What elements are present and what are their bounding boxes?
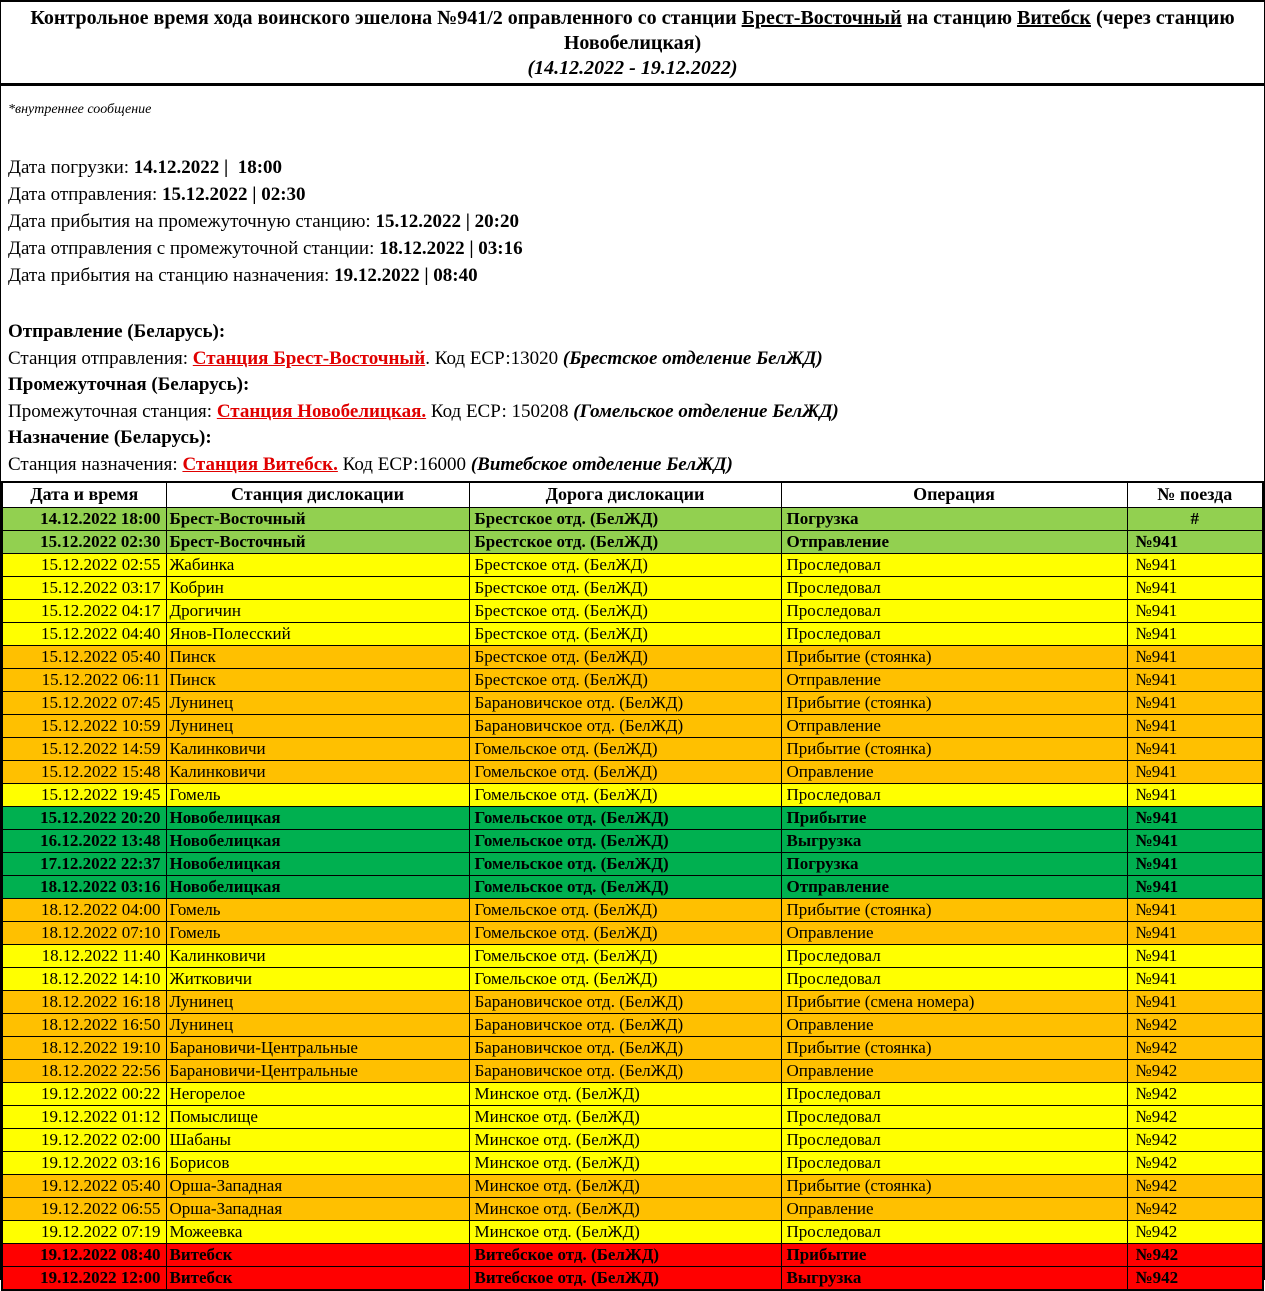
- cell-operation: Проследовал: [781, 944, 1127, 967]
- key-dates-list: [8, 154, 1264, 289]
- header-datetime: Дата и время: [2, 482, 166, 507]
- cell-train-number: №941: [1127, 875, 1263, 898]
- cell-road: Барановичское отд. (БелЖД): [469, 1013, 781, 1036]
- cell-road: Брестское отд. (БелЖД): [469, 553, 781, 576]
- cell-train-number: №941: [1127, 553, 1263, 576]
- station-division: (Брестское отделение БелЖД): [562, 347, 823, 369]
- cell-station: Гомель: [166, 921, 469, 944]
- cell-road: Витебское отд. (БелЖД): [469, 1266, 781, 1290]
- cell-train-number: №941: [1127, 967, 1263, 990]
- cell-station: Новобелицкая: [166, 829, 469, 852]
- destination-section-heading: Назначение (Беларусь):: [8, 427, 212, 448]
- cell-station: Брест-Восточный: [166, 530, 469, 553]
- table-row: [2, 1105, 1263, 1128]
- cell-train-number: №942: [1127, 1151, 1263, 1174]
- table-row: [2, 1151, 1263, 1174]
- table-row: [2, 921, 1263, 944]
- table-row: [2, 668, 1263, 691]
- cell-train-number: №942: [1127, 1059, 1263, 1082]
- cell-datetime: 19.12.2022 02:00: [2, 1128, 166, 1151]
- cell-datetime: 16.12.2022 13:48: [2, 829, 166, 852]
- cell-operation: Выгрузка: [781, 1266, 1127, 1290]
- cell-operation: Оправление: [781, 1197, 1127, 1220]
- cell-operation: Прибытие (стоянка): [781, 898, 1127, 921]
- cell-road: Барановичское отд. (БелЖД): [469, 1059, 781, 1082]
- cell-station: Можеевка: [166, 1220, 469, 1243]
- cell-road: Барановичское отд. (БелЖД): [469, 714, 781, 737]
- cell-station: Житковичи: [166, 967, 469, 990]
- station-code: Код ЕСР:13020: [434, 347, 563, 369]
- cell-station: Дрогичин: [166, 599, 469, 622]
- cell-datetime: 19.12.2022 12:00: [2, 1266, 166, 1290]
- date-value: 15.12.2022 | 02:30: [162, 184, 306, 205]
- station-division: (Гомельское отделение БелЖД): [573, 400, 839, 422]
- cell-operation: Проследовал: [781, 576, 1127, 599]
- cell-road: Гомельское отд. (БелЖД): [469, 806, 781, 829]
- cell-datetime: 15.12.2022 19:45: [2, 783, 166, 806]
- table-row: [2, 1059, 1263, 1082]
- station-label: Станция назначения:: [8, 453, 183, 475]
- cell-datetime: 15.12.2022 03:17: [2, 576, 166, 599]
- cell-datetime: 19.12.2022 06:55: [2, 1197, 166, 1220]
- cell-station: Гомель: [166, 898, 469, 921]
- date-label: Дата прибытия на промежуточную станцию:: [8, 211, 376, 232]
- cell-train-number: №941: [1127, 921, 1263, 944]
- date-label: Дата отправления с промежуточной станции:: [8, 238, 380, 259]
- cell-road: Гомельское отд. (БелЖД): [469, 944, 781, 967]
- cell-road: Гомельское отд. (БелЖД): [469, 875, 781, 898]
- cell-station: Барановичи-Центральные: [166, 1036, 469, 1059]
- table-row: [2, 1082, 1263, 1105]
- cell-road: Барановичское отд. (БелЖД): [469, 691, 781, 714]
- cell-station: Пинск: [166, 668, 469, 691]
- cell-datetime: 17.12.2022 22:37: [2, 852, 166, 875]
- cell-station: Калинковичи: [166, 944, 469, 967]
- station-sections: [8, 319, 1264, 478]
- cell-road: Брестское отд. (БелЖД): [469, 530, 781, 553]
- document-body: [1, 102, 1264, 478]
- cell-datetime: 15.12.2022 06:11: [2, 668, 166, 691]
- table-row: [2, 1220, 1263, 1243]
- cell-road: Минское отд. (БелЖД): [469, 1220, 781, 1243]
- cell-datetime: 19.12.2022 01:12: [2, 1105, 166, 1128]
- cell-road: Барановичское отд. (БелЖД): [469, 990, 781, 1013]
- title-text-part1: Контрольное время хода воинского эшелона №941/2 оправленного со станции: [30, 7, 742, 29]
- cell-datetime: 19.12.2022 00:22: [2, 1082, 166, 1105]
- station-division: (Витебское отделение БелЖД): [470, 453, 733, 475]
- cell-datetime: 19.12.2022 08:40: [2, 1243, 166, 1266]
- cell-operation: Оправление: [781, 1059, 1127, 1082]
- cell-operation: Проследовал: [781, 599, 1127, 622]
- cell-train-number: №941: [1127, 668, 1263, 691]
- cell-station: Орша-Западная: [166, 1197, 469, 1220]
- cell-operation: Погрузка: [781, 852, 1127, 875]
- cell-operation: Прибытие: [781, 1243, 1127, 1266]
- date-label: Дата прибытия на станцию назначения:: [8, 265, 335, 286]
- table-row: [2, 622, 1263, 645]
- table-row: [2, 1197, 1263, 1220]
- cell-station: Витебск: [166, 1266, 469, 1290]
- cell-train-number: #: [1127, 507, 1263, 530]
- table-row: [2, 507, 1263, 530]
- cell-datetime: 18.12.2022 22:56: [2, 1059, 166, 1082]
- cell-operation: Погрузка: [781, 507, 1127, 530]
- date-value: 14.12.2022 | 18:00: [133, 157, 283, 178]
- title-text-part2: на станцию: [901, 7, 1017, 29]
- cell-datetime: 18.12.2022 04:00: [2, 898, 166, 921]
- departure-station-line: [8, 346, 1264, 373]
- cell-operation: Прибытие (смена номера): [781, 990, 1127, 1013]
- cell-road: Минское отд. (БелЖД): [469, 1082, 781, 1105]
- departure-station-link[interactable]: Станция Брест-Восточный: [192, 347, 426, 369]
- table-row: [2, 1013, 1263, 1036]
- cell-train-number: №942: [1127, 1082, 1263, 1105]
- cell-station: Брест-Восточный: [166, 507, 469, 530]
- cell-train-number: №942: [1127, 1243, 1263, 1266]
- cell-datetime: 15.12.2022 20:20: [2, 806, 166, 829]
- cell-train-number: №941: [1127, 645, 1263, 668]
- cell-operation: Выгрузка: [781, 829, 1127, 852]
- cell-road: Минское отд. (БелЖД): [469, 1105, 781, 1128]
- cell-datetime: 15.12.2022 14:59: [2, 737, 166, 760]
- cell-road: Минское отд. (БелЖД): [469, 1197, 781, 1220]
- cell-road: Брестское отд. (БелЖД): [469, 622, 781, 645]
- cell-station: Негорелое: [166, 1082, 469, 1105]
- cell-train-number: №942: [1127, 1036, 1263, 1059]
- cell-datetime: 15.12.2022 10:59: [2, 714, 166, 737]
- station-code: Код ЕСР:16000: [342, 453, 471, 475]
- table-row: [2, 1266, 1263, 1290]
- cell-station: Новобелицкая: [166, 852, 469, 875]
- cell-train-number: №941: [1127, 714, 1263, 737]
- cell-road: Брестское отд. (БелЖД): [469, 507, 781, 530]
- table-row: [2, 1036, 1263, 1059]
- train-log-tbody: [2, 507, 1263, 1290]
- table-row: [2, 1174, 1263, 1197]
- destination-station-link[interactable]: Станция Витебск.: [182, 453, 338, 475]
- cell-train-number: №942: [1127, 1105, 1263, 1128]
- cell-operation: Проследовал: [781, 1082, 1127, 1105]
- train-log-table: [1, 481, 1264, 1291]
- cell-train-number: №942: [1127, 1013, 1263, 1036]
- cell-operation: Отправление: [781, 668, 1127, 691]
- date-label: Дата отправления:: [8, 184, 163, 205]
- table-row: [2, 530, 1263, 553]
- cell-station: Жабинка: [166, 553, 469, 576]
- intermediate-departure-date-line: [8, 235, 1264, 262]
- cell-train-number: №942: [1127, 1174, 1263, 1197]
- cell-datetime: 15.12.2022 05:40: [2, 645, 166, 668]
- cell-datetime: 15.12.2022 02:55: [2, 553, 166, 576]
- intermediate-section-heading: Промежуточная (Беларусь):: [8, 374, 250, 395]
- document-title: [1, 2, 1264, 86]
- title-station-to: Витебск: [1016, 7, 1091, 29]
- date-value: 19.12.2022 | 08:40: [334, 265, 478, 286]
- cell-road: Брестское отд. (БелЖД): [469, 645, 781, 668]
- table-row: [2, 829, 1263, 852]
- date-value: 15.12.2022 | 20:20: [375, 211, 519, 232]
- cell-station: Барановичи-Центральные: [166, 1059, 469, 1082]
- cell-station: Орша-Западная: [166, 1174, 469, 1197]
- table-row: [2, 1128, 1263, 1151]
- cell-station: Калинковичи: [166, 737, 469, 760]
- cell-datetime: 15.12.2022 04:17: [2, 599, 166, 622]
- header-station: Станция дислокации: [166, 482, 469, 507]
- cell-operation: Прибытие (стоянка): [781, 1174, 1127, 1197]
- destination-station-line: [8, 452, 1264, 479]
- cell-datetime: 15.12.2022 15:48: [2, 760, 166, 783]
- cell-road: Гомельское отд. (БелЖД): [469, 737, 781, 760]
- cell-road: Гомельское отд. (БелЖД): [469, 760, 781, 783]
- cell-road: Брестское отд. (БелЖД): [469, 599, 781, 622]
- cell-operation: Прибытие (стоянка): [781, 645, 1127, 668]
- table-row: [2, 645, 1263, 668]
- date-label: Дата погрузки:: [8, 157, 134, 178]
- cell-train-number: №942: [1127, 1220, 1263, 1243]
- intermediate-station-link[interactable]: Станция Новобелицкая.: [216, 400, 427, 422]
- cell-station: Новобелицкая: [166, 875, 469, 898]
- cell-train-number: №941: [1127, 691, 1263, 714]
- cell-operation: Проследовал: [781, 622, 1127, 645]
- cell-datetime: 18.12.2022 07:10: [2, 921, 166, 944]
- cell-datetime: 15.12.2022 07:45: [2, 691, 166, 714]
- cell-train-number: №942: [1127, 1128, 1263, 1151]
- cell-station: Кобрин: [166, 576, 469, 599]
- cell-datetime: 15.12.2022 02:30: [2, 530, 166, 553]
- cell-train-number: №941: [1127, 783, 1263, 806]
- cell-datetime: 19.12.2022 07:19: [2, 1220, 166, 1243]
- cell-road: Минское отд. (БелЖД): [469, 1128, 781, 1151]
- cell-operation: Прибытие (стоянка): [781, 1036, 1127, 1059]
- cell-train-number: №941: [1127, 599, 1263, 622]
- table-row: [2, 714, 1263, 737]
- cell-datetime: 18.12.2022 19:10: [2, 1036, 166, 1059]
- cell-train-number: №941: [1127, 829, 1263, 852]
- table-row: [2, 691, 1263, 714]
- cell-road: Гомельское отд. (БелЖД): [469, 829, 781, 852]
- cell-road: Гомельское отд. (БелЖД): [469, 898, 781, 921]
- cell-operation: Прибытие (стоянка): [781, 737, 1127, 760]
- table-row: [2, 576, 1263, 599]
- departure-date-line: [8, 181, 1264, 208]
- cell-datetime: 18.12.2022 14:10: [2, 967, 166, 990]
- table-row: [2, 1243, 1263, 1266]
- intermediate-arrival-date-line: [8, 208, 1264, 235]
- cell-train-number: №941: [1127, 806, 1263, 829]
- table-row: [2, 737, 1263, 760]
- cell-train-number: №941: [1127, 576, 1263, 599]
- cell-station: Шабаны: [166, 1128, 469, 1151]
- cell-road: Минское отд. (БелЖД): [469, 1151, 781, 1174]
- cell-station: Лунинец: [166, 1013, 469, 1036]
- cell-train-number: №941: [1127, 530, 1263, 553]
- cell-road: Барановичское отд. (БелЖД): [469, 1036, 781, 1059]
- table-row: [2, 944, 1263, 967]
- table-row: [2, 760, 1263, 783]
- cell-operation: Прибытие: [781, 806, 1127, 829]
- cell-operation: Проследовал: [781, 1220, 1127, 1243]
- cell-train-number: №941: [1127, 737, 1263, 760]
- cell-station: Гомель: [166, 783, 469, 806]
- cell-operation: Проследовал: [781, 553, 1127, 576]
- loading-date-line: [8, 154, 1264, 181]
- cell-operation: Оправление: [781, 1013, 1127, 1036]
- internal-message-note: *внутреннее сообщение: [8, 102, 152, 117]
- cell-train-number: №941: [1127, 898, 1263, 921]
- title-date-range: (14.12.2022 - 19.12.2022): [527, 57, 738, 79]
- table-row: [2, 852, 1263, 875]
- title-text-part3: (через станцию Новобелицкая): [563, 7, 1235, 54]
- cell-operation: Оправление: [781, 921, 1127, 944]
- header-train-number: № поезда: [1127, 482, 1263, 507]
- table-row: [2, 806, 1263, 829]
- cell-station: Борисов: [166, 1151, 469, 1174]
- cell-station: Помыслище: [166, 1105, 469, 1128]
- cell-station: Новобелицкая: [166, 806, 469, 829]
- cell-road: Гомельское отд. (БелЖД): [469, 921, 781, 944]
- cell-operation: Проследовал: [781, 1105, 1127, 1128]
- cell-station: Лунинец: [166, 691, 469, 714]
- cell-road: Гомельское отд. (БелЖД): [469, 967, 781, 990]
- cell-train-number: №942: [1127, 1266, 1263, 1290]
- cell-train-number: №941: [1127, 990, 1263, 1013]
- date-value: 18.12.2022 | 03:16: [379, 238, 523, 259]
- cell-road: Витебское отд. (БелЖД): [469, 1243, 781, 1266]
- cell-datetime: 18.12.2022 16:50: [2, 1013, 166, 1036]
- cell-operation: Проследовал: [781, 783, 1127, 806]
- cell-train-number: №941: [1127, 622, 1263, 645]
- table-row: [2, 990, 1263, 1013]
- table-row: [2, 967, 1263, 990]
- cell-station: Лунинец: [166, 990, 469, 1013]
- cell-road: Гомельское отд. (БелЖД): [469, 852, 781, 875]
- station-separator: .: [425, 347, 435, 369]
- cell-operation: Проследовал: [781, 1128, 1127, 1151]
- cell-operation: Отправление: [781, 875, 1127, 898]
- cell-datetime: 14.12.2022 18:00: [2, 507, 166, 530]
- cell-operation: Отправление: [781, 530, 1127, 553]
- cell-road: Брестское отд. (БелЖД): [469, 668, 781, 691]
- cell-train-number: №941: [1127, 852, 1263, 875]
- cell-train-number: №941: [1127, 760, 1263, 783]
- station-label: Промежуточная станция:: [8, 400, 217, 422]
- cell-road: Минское отд. (БелЖД): [469, 1174, 781, 1197]
- cell-operation: Проследовал: [781, 967, 1127, 990]
- table-row: [2, 875, 1263, 898]
- cell-datetime: 18.12.2022 16:18: [2, 990, 166, 1013]
- cell-train-number: №942: [1127, 1197, 1263, 1220]
- cell-station: Лунинец: [166, 714, 469, 737]
- cell-datetime: 18.12.2022 03:16: [2, 875, 166, 898]
- table-row: [2, 783, 1263, 806]
- title-station-from: Брест-Восточный: [741, 7, 902, 29]
- departure-section-heading: Отправление (Беларусь):: [8, 321, 226, 342]
- header-operation: Операция: [781, 482, 1127, 507]
- cell-datetime: 19.12.2022 03:16: [2, 1151, 166, 1174]
- station-code: Код ЕСР: 150208: [430, 400, 574, 422]
- cell-station: Янов-Полесский: [166, 622, 469, 645]
- header-row: [2, 482, 1263, 507]
- cell-operation: Оправление: [781, 760, 1127, 783]
- cell-road: Гомельское отд. (БелЖД): [469, 783, 781, 806]
- cell-station: Витебск: [166, 1243, 469, 1266]
- cell-operation: Прибытие (стоянка): [781, 691, 1127, 714]
- cell-datetime: 19.12.2022 05:40: [2, 1174, 166, 1197]
- station-label: Станция отправления:: [8, 347, 193, 369]
- cell-station: Калинковичи: [166, 760, 469, 783]
- train-log-header: [2, 482, 1263, 507]
- intermediate-station-line: [8, 399, 1264, 426]
- cell-station: Пинск: [166, 645, 469, 668]
- cell-road: Брестское отд. (БелЖД): [469, 576, 781, 599]
- cell-datetime: 15.12.2022 04:40: [2, 622, 166, 645]
- cell-operation: Отправление: [781, 714, 1127, 737]
- header-road: Дорога дислокации: [469, 482, 781, 507]
- destination-arrival-date-line: [8, 262, 1264, 289]
- table-row: [2, 599, 1263, 622]
- table-row: [2, 553, 1263, 576]
- table-row: [2, 898, 1263, 921]
- cell-datetime: 18.12.2022 11:40: [2, 944, 166, 967]
- cell-operation: Проследовал: [781, 1151, 1127, 1174]
- cell-train-number: №941: [1127, 944, 1263, 967]
